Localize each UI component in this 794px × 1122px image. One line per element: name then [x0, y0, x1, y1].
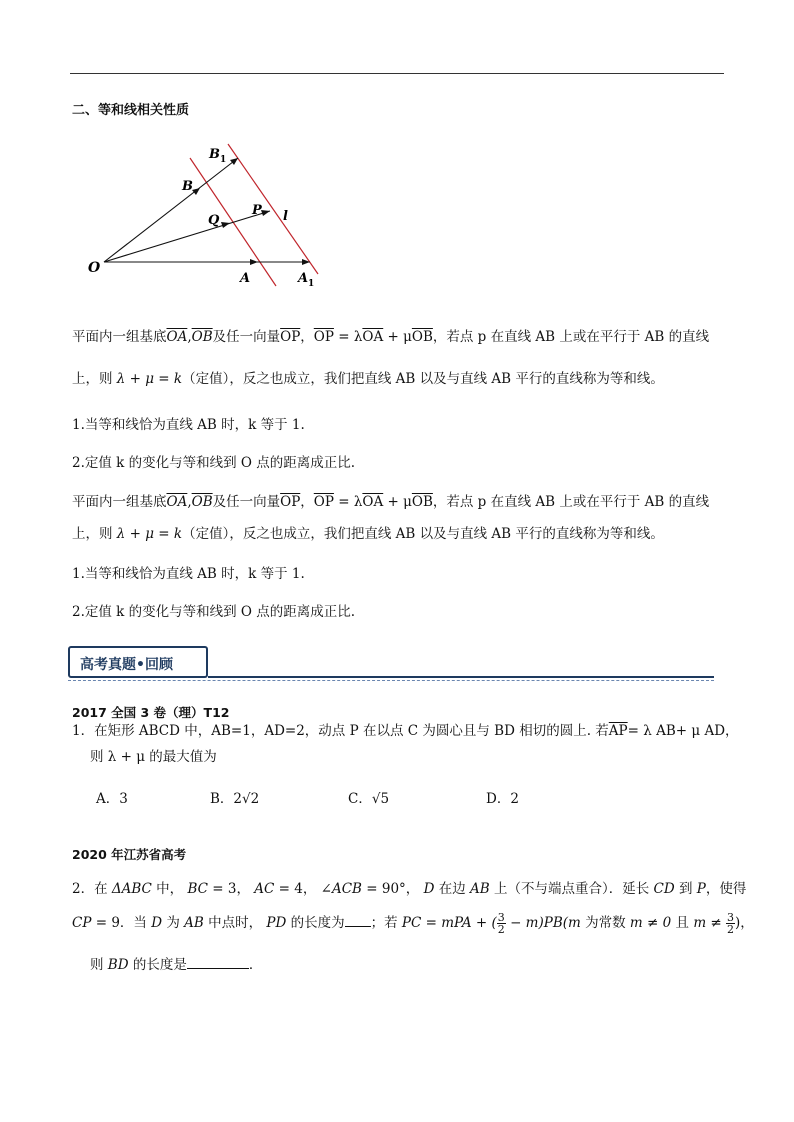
label-a1-sub: 1	[308, 279, 315, 288]
fraction-3-2: $\frac{3}{2}$	[497, 911, 505, 936]
label-a1: A	[298, 271, 309, 286]
property-1: 1.当等和线恰为直线 AB 时，k 等于 1.	[72, 417, 305, 433]
label-a: A	[240, 271, 251, 286]
banner-dashed-rule	[68, 680, 714, 681]
paragraph-2-line-1: 平面内一组基底$\overline{OA},\overline{OB}$及任一向量$\overline{OP}$，$\overline{OP} = \lambda\overline{OA} + \mu\overline{OB}$，若点 p 在直线 AB 上或在平行于 AB 的直线	[72, 494, 710, 510]
label-l: l	[283, 209, 288, 224]
line-l	[228, 144, 318, 274]
isoline-diagram	[80, 138, 330, 288]
paragraph-1-line-1: 平面内一组基底$\overline{OA},\overline{OB}$及任一向量$\overline{OP}$，$\overline{OP} = \lambda\overline{OA} + \mu\overline{OB}$，若点 p 在直线 AB 上或在平行于 AB 的直线	[72, 329, 710, 345]
q1-option-a[interactable]: A．3	[96, 791, 128, 807]
label-b1: B	[209, 147, 220, 162]
q2-line-2: CP = 9．当 D 为 AB 中点时， PD 的长度为 ；若 PC = mPA + ( $\frac{3}{2}$ − m)PB(m 为常数 m ≠ 0 且 m ≠ $\frac{3}{2}$ )，	[72, 911, 754, 936]
section-banner	[68, 646, 208, 678]
label-p: P	[252, 203, 262, 218]
label-q: Q	[208, 213, 220, 228]
q1-option-b[interactable]: B．2√2	[210, 791, 260, 807]
property-2-repeat: 2.定值 k 的变化与等和线到 O 点的距离成正比.	[72, 604, 356, 620]
q2-line-3: 则 BD 的长度是 ．	[90, 954, 262, 975]
q2-source: 2020 年江苏省高考	[72, 847, 187, 862]
q2-blank-2[interactable]	[187, 954, 249, 969]
q1-line-2: 则 λ + μ 的最大值为	[90, 749, 217, 765]
label-b1-sub: 1	[220, 155, 227, 165]
fraction-3-2-b: $\frac{3}{2}$	[727, 911, 735, 936]
q1-option-d[interactable]: D．2	[486, 791, 519, 807]
paragraph-2-line-2: 上，则 λ + μ = k（定值），反之也成立，我们把直线 AB 以及与直线 AB 平行的直线称为等和线。	[72, 526, 664, 542]
section-title: 二、等和线相关性质	[72, 103, 190, 118]
q1-option-c[interactable]: C．√5	[348, 791, 390, 807]
q2-line-1: 2．在 ΔABC 中， BC = 3， AC = 4， ∠ACB = 90°， D 在边 AB 上（不与端点重合）．延长 CD 到 P，使得	[72, 881, 747, 897]
label-o: O	[88, 260, 101, 276]
vector-op	[104, 211, 270, 262]
property-1-repeat: 1.当等和线恰为直线 AB 时，k 等于 1.	[72, 566, 305, 582]
banner-label: 高考真题•回顾	[80, 657, 173, 673]
q1-source: 2017 全国 3 卷（理）T12	[72, 705, 230, 720]
vector-ob1	[104, 158, 238, 262]
q1-line-1: 1．在矩形 ABCD 中，AB=1，AD=2，动点 P 在以点 C 为圆心且与 BD 相切的圆上. 若$\overline{AP}= \lambda$ AB+ μ AD，	[72, 723, 739, 739]
header-rule	[70, 73, 724, 74]
banner-bar	[208, 676, 714, 678]
label-b: B	[182, 179, 193, 194]
q2-blank-1[interactable]	[345, 912, 371, 927]
property-2: 2.定值 k 的变化与等和线到 O 点的距离成正比.	[72, 455, 356, 471]
paragraph-1-line-2: 上，则 λ + μ = k（定值），反之也成立，我们把直线 AB 以及与直线 AB 平行的直线称为等和线。	[72, 371, 664, 387]
